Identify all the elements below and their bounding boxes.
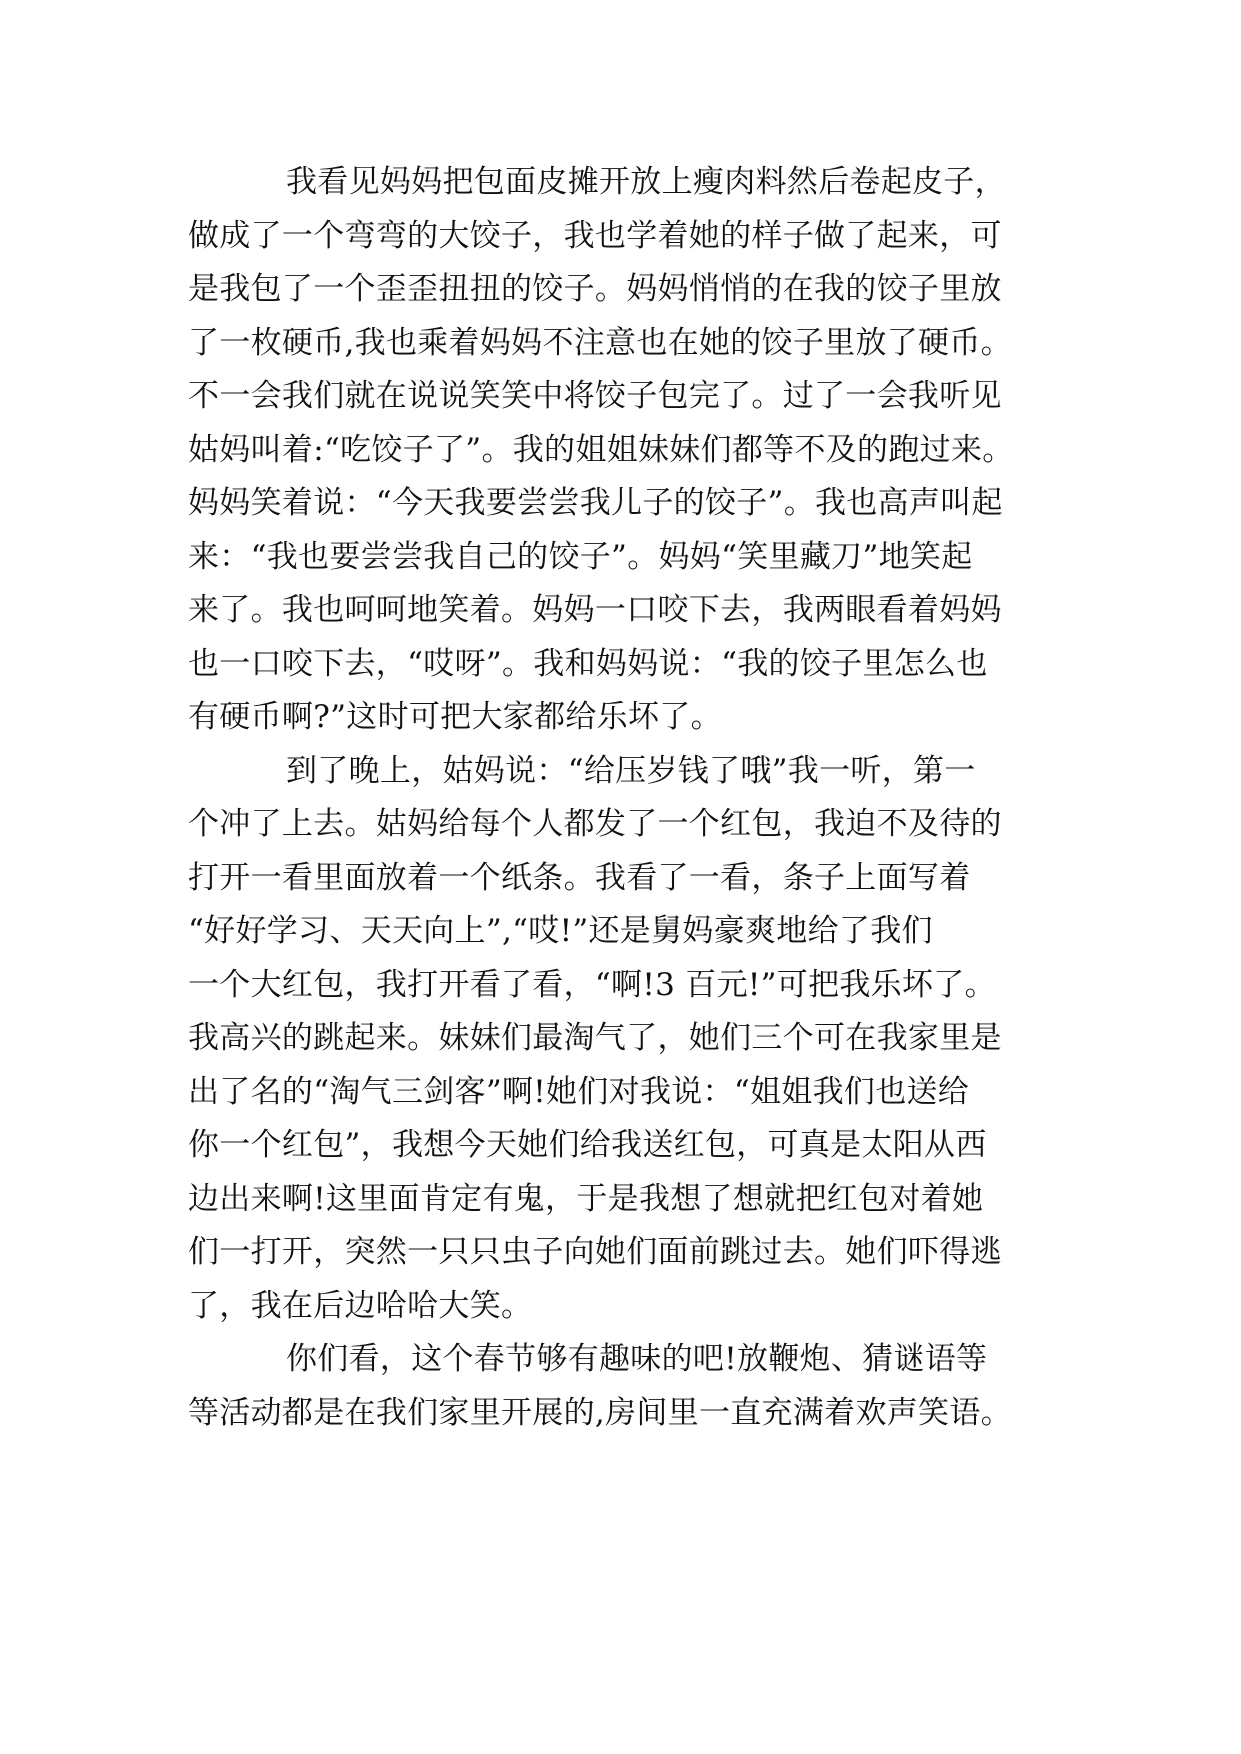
text-line: 们一打开，突然一只只虫子向她们面前跳过去。她们吓得逃 — [188, 1234, 1002, 1270]
text-line: 你们看，这个春节够有趣味的吧!放鞭炮、猜谜语等 — [286, 1341, 988, 1377]
text-line: “好好学习、天天向上”,“哎!”还是舅妈豪爽地给了我们 — [188, 913, 933, 949]
text-line: 打开一看里面放着一个纸条。我看了一看，条子上面写着 — [188, 859, 971, 896]
paragraph-2 — [188, 745, 1058, 1334]
text-line: 不一会我们就在说说笑笑中将饺子包完了。过了一会我听见 — [188, 378, 1002, 414]
text-line: 做成了一个弯弯的大饺子，我也学着她的样子做了起来，可 — [188, 217, 1002, 254]
text-line: 妈妈笑着说：“今天我要尝尝我儿子的饺子”。我也高声叫起 — [188, 485, 1003, 521]
paragraph-3 — [188, 1333, 1058, 1440]
text-line: 出了名的“淘气三剑客”啊!她们对我说：“姐姐我们也送给 — [188, 1073, 970, 1110]
text-line: 了一枚硬币,我也乘着妈妈不注意也在她的饺子里放了硬币。 — [188, 324, 1012, 361]
text-line: 一个大红包，我打开看了看，“啊!3 百元!”可把我乐坏了。 — [188, 966, 996, 1003]
text-line: 来了。我也呵呵地笑着。妈妈一口咬下去，我两眼看着妈妈 — [188, 592, 1002, 628]
body-text — [188, 156, 1058, 1440]
text-line: 你一个红包”，我想今天她们给我送红包，可真是太阳从西 — [188, 1127, 987, 1163]
text-line: 了，我在后边哈哈大笑。 — [188, 1287, 533, 1324]
text-line: 姑妈叫着:“吃饺子了”。我的姐姐妹妹们都等不及的跑过来。 — [188, 431, 1014, 468]
text-line: 也一口咬下去，“哎呀”。我和妈妈说：“我的饺子里怎么也 — [188, 645, 988, 682]
text-line: 有硬币啊?”这时可把大家都给乐坏了。 — [188, 699, 722, 735]
text-line: 到了晚上，姑妈说：“给压岁钱了哦”我一听，第一 — [286, 752, 976, 789]
paragraph-1 — [188, 156, 1058, 745]
text-line: 是我包了一个歪歪扭扭的饺子。妈妈悄悄的在我的饺子里放 — [188, 271, 1002, 307]
text-line: 个冲了上去。姑妈给每个人都发了一个红包，我迫不及待的 — [188, 806, 1002, 842]
text-line: 我看见妈妈把包面皮摊开放上瘦肉料然后卷起皮子， — [286, 164, 1006, 200]
text-line: 来：“我也要尝尝我自己的饺子”。妈妈“笑里藏刀”地笑起 — [188, 538, 973, 575]
text-line: 边出来啊!这里面肯定有鬼，于是我想了想就把红包对着她 — [188, 1180, 984, 1217]
text-line: 等活动都是在我们家里开展的,房间里一直充满着欢声笑语。 — [188, 1394, 1012, 1431]
text-line: 我高兴的跳起来。妹妹们最淘气了，她们三个可在我家里是 — [188, 1020, 1002, 1056]
